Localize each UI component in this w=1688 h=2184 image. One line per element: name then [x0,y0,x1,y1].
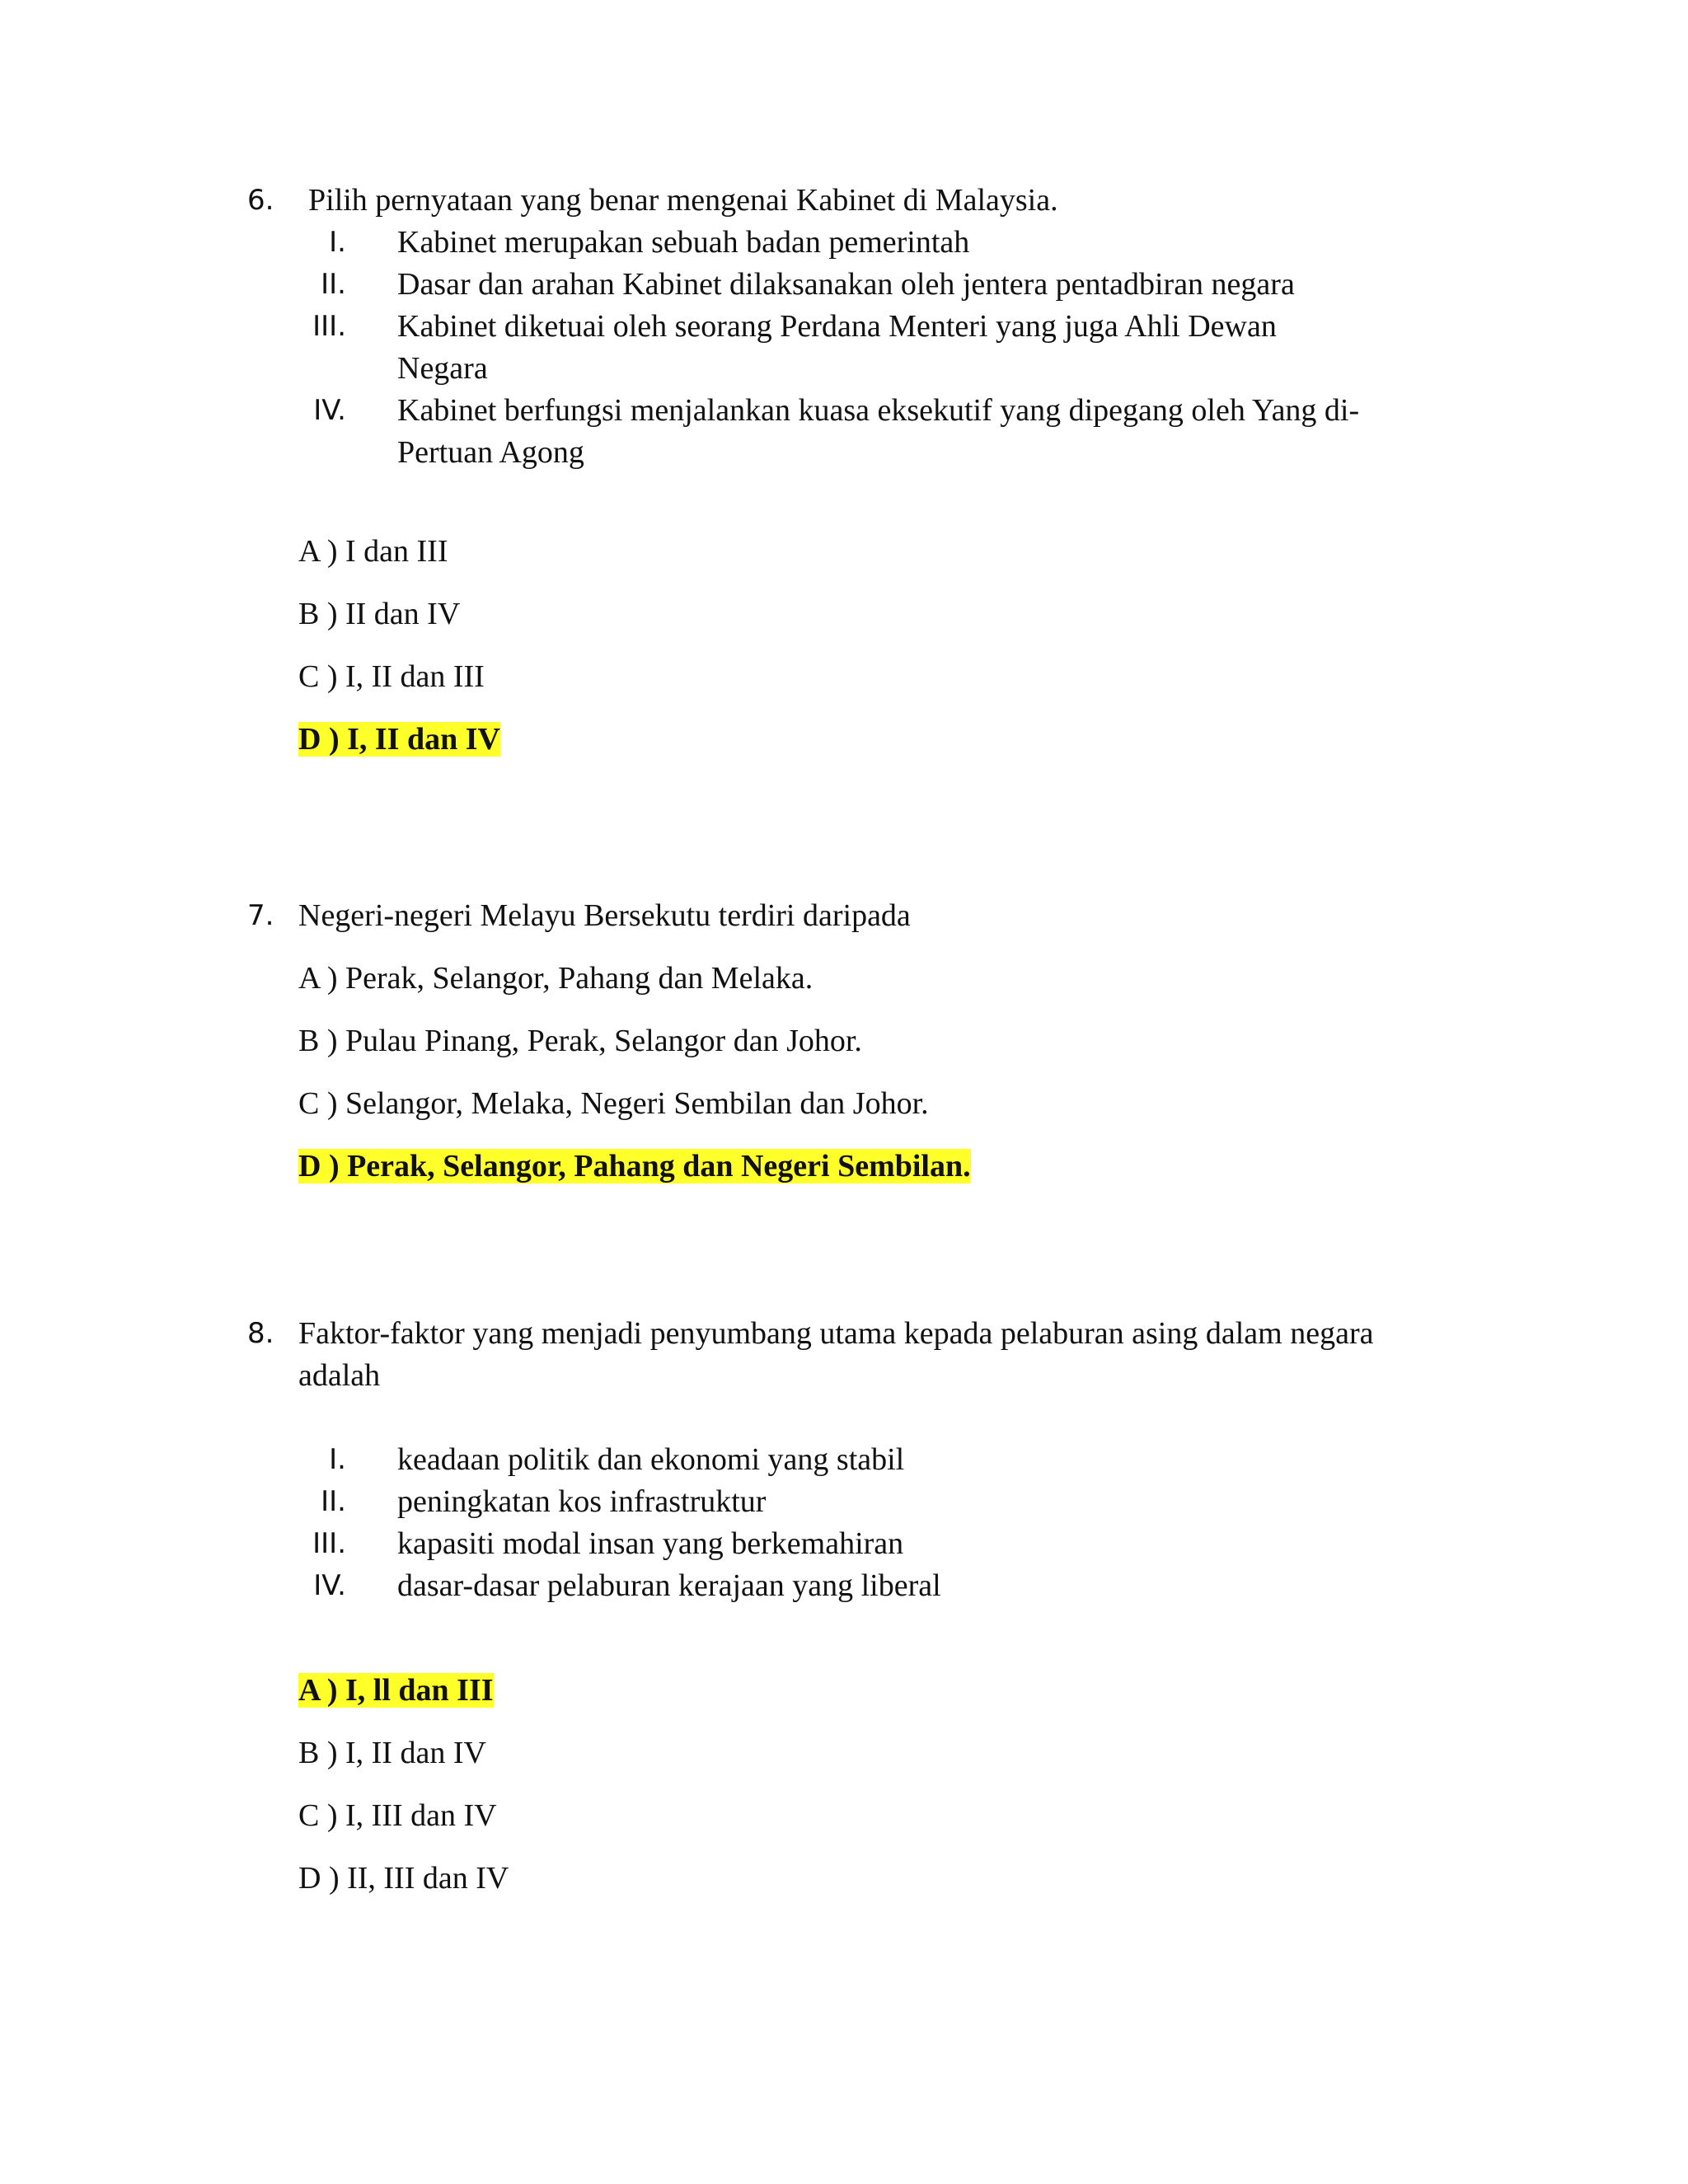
option-text-highlighted: D ) I, II dan IV [298,722,500,757]
answer-option[interactable] [247,1795,1451,1837]
question-6 [247,180,1451,781]
statement-text: Kabinet berfungsi menjalankan kuasa eksekutif yang dipegang oleh Yang di-Pertuan Agong [397,393,1360,470]
option-text: C ) I, II dan III [298,659,485,694]
option-text: B ) I, II dan IV [298,1736,486,1770]
statement-item [247,1439,1451,1481]
statement-text: kapasiti modal insan yang berkemahiran [397,1526,904,1561]
statement-list [247,1439,1451,1607]
answer-option[interactable] [247,656,1451,698]
statement-text: Dasar dan arahan Kabinet dilaksanakan oleh jentera pentadbiran negara [397,267,1295,302]
answer-option[interactable] [247,1732,1451,1774]
answer-option[interactable] [247,1858,1451,1900]
option-text: A ) I dan III [298,534,448,569]
roman-numeral: III. [312,1527,346,1560]
roman-numeral: II. [321,1485,346,1518]
answer-option[interactable] [247,531,1451,573]
roman-numeral: III. [312,310,346,343]
option-text: A ) Perak, Selangor, Pahang dan Melaka. [298,961,814,996]
question-7 [247,895,1451,1208]
question-stem [247,1313,1452,1397]
answer-option[interactable] [247,958,1451,1000]
option-text: C ) I, III dan IV [298,1798,497,1833]
question-number: 8. [247,1317,274,1350]
answer-options [247,1670,1451,1900]
answer-option[interactable] [247,1020,1451,1062]
option-text: C ) Selangor, Melaka, Negeri Sembilan dan Johor. [298,1086,929,1121]
statement-item [247,222,1451,264]
statement-item [247,306,1325,390]
question-number: 7. [247,899,274,932]
question-text: Negeri-negeri Melayu Bersekutu terdiri daripada [298,898,911,933]
question-stem [247,895,1451,937]
question-8 [247,1313,1451,1920]
roman-numeral: I. [329,226,346,259]
roman-numeral: II. [321,268,346,301]
question-number: 6. [247,184,274,217]
option-text-highlighted: D ) Perak, Selangor, Pahang dan Negeri Sembilan. [298,1149,971,1183]
roman-numeral: IV. [313,1569,346,1602]
answer-options [247,531,1451,761]
statement-text: dasar-dasar pelaburan kerajaan yang liberal [397,1568,941,1603]
question-text: Pilih pernyataan yang benar mengenai Kabinet di Malaysia. [308,183,1058,218]
option-text: D ) II, III dan IV [298,1861,509,1896]
roman-numeral: IV. [313,394,346,427]
question-text: Faktor-faktor yang menjadi penyumbang utama kepada pelaburan asing dalam negara adalah [298,1316,1374,1393]
roman-numeral: I. [329,1443,346,1476]
answer-option-correct[interactable] [247,1146,1451,1188]
statement-item [247,1523,1451,1565]
statement-item [247,390,1411,474]
statement-item [247,264,1451,306]
answer-options [247,958,1451,1188]
statement-item [247,1481,1451,1523]
statement-item [247,1565,1451,1607]
statement-text: keadaan politik dan ekonomi yang stabil [397,1442,905,1477]
statement-list [247,222,1451,474]
option-text: B ) II dan IV [298,597,461,631]
option-text: B ) Pulau Pinang, Perak, Selangor dan Johor. [298,1024,862,1058]
answer-option-correct[interactable] [247,719,1451,761]
statement-text: Kabinet diketuai oleh seorang Perdana Menteri yang juga Ahli Dewan Negara [397,309,1277,386]
statement-text: Kabinet merupakan sebuah badan pemerintah [397,225,970,260]
question-stem [247,180,1451,222]
statement-text: peningkatan kos infrastruktur [397,1484,767,1519]
answer-option-correct[interactable] [247,1670,1451,1712]
answer-option[interactable] [247,593,1451,635]
answer-option[interactable] [247,1083,1451,1125]
option-text-highlighted: A ) I, ll dan III [298,1673,494,1708]
